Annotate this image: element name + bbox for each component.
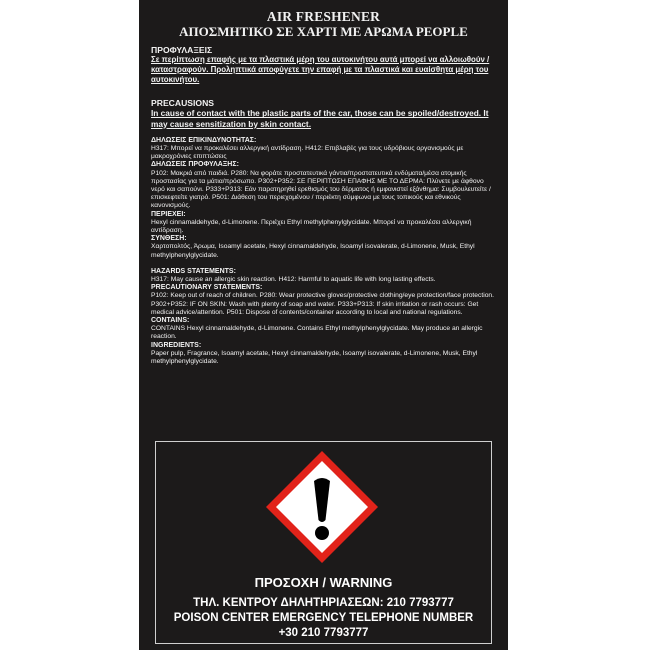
- precautionary-statements-en-heading: PRECAUTIONARY STATEMENTS:: [151, 284, 263, 292]
- product-label: [139, 0, 508, 650]
- precautionary-statements-gr-heading: ΔΗΛΩΣΕΙΣ ΠΡΟΦΥΛΑΞΗΣ:: [151, 161, 239, 169]
- ingredients-gr-text: Χαρτοπολτός, Άρωμα, Isoamyl acetate, Hexyl cinnamaldehyde, Isoamyl isovalerate, d-Limonene, Musk, Ethyl methylphenylglycidate.: [151, 243, 475, 259]
- product-subtitle: ΑΠΟΣΜΗΤΙΚΟ ΣΕ ΧΑΡΤΙ ΜΕ ΑΡΩΜΑ PEOPLE: [179, 24, 468, 39]
- precautionary-statements-en-text: P102: Keep out of reach of children. P280: Wear protective gloves/protective clothing/eye protection/face protection. P302+P352: IF ON SKIN: Wash with plenty of soap and water. P333+P313: If skin irritation or rash occurs: Get medical advice/attention. P501: Dispose of contents/container according to local and national regulations.: [151, 292, 494, 316]
- precautionary-statements-gr-text: P102: Μακριά από παιδιά. P280: Να φοράτε προστατευτικά γάντια/προστατευτικά ενδύματα/μέσα ατομικής προστασίας για τα μάτια/πρόσωπο. P302+P352: ΣΕ ΠΕΡΙΠΤΩΣΗ ΕΠΑΦΗΣ ΜΕ ΤΟ ΔΕΡΜΑ: Πλύνετε με άφθονο νερό και σαπούνι. P333+P313: Εάν παρατηρηθεί ερεθισμός του δέρματος ή εμφανιστεί εξάνθημα: Συμβουλευτείτε / επισκεφτείτε γιατρό. P501: Διάθεση του περιεχομένου / περιέκτη σύμφωνα με τους τοπικούς και εθνικούς κανονισμούς.: [151, 169, 491, 210]
- greek-hazard-sections: [151, 137, 496, 260]
- ghs-exclamation-mark-icon: [262, 447, 382, 567]
- hazard-statements-en-heading: HAZARDS STATEMENTS:: [151, 267, 236, 275]
- hazard-statements-en-text: H317: May cause an allergic skin reaction. H412: Harmful to aquatic life with long lasting effects.: [151, 276, 436, 284]
- poison-center-gr: ΤΗΛ. ΚΕΝΤΡΟΥ ΔΗΛΗΤΗΡΙΑΣΕΩΝ: 210 7793777: [193, 597, 454, 609]
- ingredients-en-heading: INGREDIENTS:: [151, 341, 202, 349]
- poison-center-en: POISON CENTER EMERGENCY TELEPHONE NUMBER: [173, 612, 474, 624]
- contains-gr-heading: ΠΕΡΙΕΧΕΙ:: [151, 210, 186, 218]
- precautions-en-heading: PRECAUSIONS: [151, 98, 215, 109]
- precautions-en-text: In cause of contact with the plastic parts of the car, those can be spoiled/destroyed. It may cause sensitization by skin contact.: [151, 108, 489, 129]
- ingredients-gr-heading: ΣΥΝΘΕΣΗ:: [151, 235, 187, 243]
- signal-word: ΠΡΟΣΟΧΗ / WARNING: [254, 575, 393, 590]
- warning-box: [155, 441, 492, 644]
- precautions-gr-heading: ΠΡΟΦΥΛΑΞΕΙΣ: [151, 45, 213, 55]
- hazard-statements-gr-heading: ΔΗΛΩΣΕΙΣ ΕΠΙΚΙΝΔΥΝΟΤΗΤΑΣ:: [151, 136, 257, 144]
- precautions-gr-text: Σε περίπτωση επαφής με τα πλαστικά μέρη του αυτοκινήτου αυτά μπορεί να αλλοιωθούν / καταστραφούν. Προληπτικά αποφύγετε την επαφή με τα πλαστικά και ευαίσθητα μέρη του αυτοκινήτου.: [151, 55, 490, 84]
- hazard-statements-gr-text: H317: Μπορεί να προκαλέσει αλλεργική αντίδραση. H412: Επιβλαβές για τους υδρόβιους οργανισμούς με μακροχρόνιες επιπτώσεις: [151, 145, 464, 161]
- contains-en-heading: CONTAINS:: [151, 317, 190, 325]
- contains-gr-text: Hexyl cinnamaldehyde, d-Limonene. Περιέχει Ethyl methylphenylglycidate. Μπορεί να προκαλέσει αλλεργική αντίδραση.: [151, 218, 472, 235]
- product-title: AIR FRESHENER: [266, 9, 381, 24]
- english-hazard-sections: [151, 268, 496, 366]
- contains-en-text: CONTAINS Hexyl cinnamaldehyde, d-Limonene. Contains Ethyl methylphenylglycidate. May produce an allergic reaction.: [151, 325, 483, 341]
- emergency-phone: +30 210 7793777: [278, 627, 369, 639]
- section-divider: [151, 260, 496, 268]
- ingredients-en-text: Paper pulp, Fragrance, Isoamyl acetate, Hexyl cinnamaldehyde, Isoamyl isovalerate, d-Limonene, Musk, Ethyl methylphenylglycidate.: [151, 349, 478, 366]
